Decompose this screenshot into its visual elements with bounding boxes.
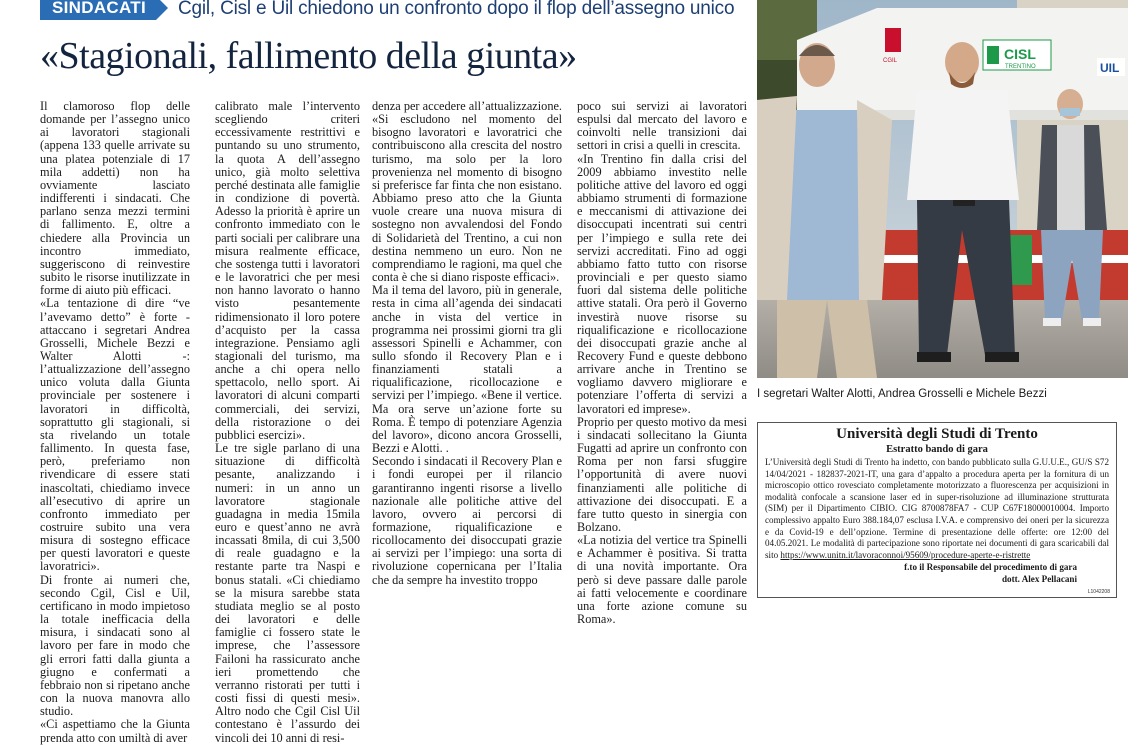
photo-caption: I segretari Walter Alotti, Andrea Grosselli e Michele Bezzi	[757, 388, 1047, 400]
paragraph: Di fronte ai numeri che, secondo Cgil, Cisl e Uil, certificano in modo impietoso la totale inefficacia della misura, i sindacati sono al lavoro per fare in modo che gli errori fatti dalla giunta a giugno e confermati a febbraio non si ripetano anche con la nuova manovra allo studio.	[40, 572, 190, 719]
article-column-2	[215, 100, 360, 745]
paragraph: calibrato male l’intervento scegliendo criteri eccessivamente restrittivi e puntando su uno strumento, la quota A dell’assegno unico, già molto selettiva perché destinata alle famiglie in condizione di povertà. Adesso la priorità è aprire un confronto immediato con le parti sociali per calibrare una misura realmente efficace, che sostenga tutti i lavoratori e le lavoratrici che per mesi non hanno lavorato o hanno visto pesantemente ridimensionato il loro potere d’acquisto per la cassa integrazione. Pensiamo agli stagionali del turismo, ma anche a chi opera nello spettacolo, nello sport. Ai lavoratori di alcuni comparti commerciali, dei servizi, della ristorazione o dei pubblici esercizi».	[215, 99, 360, 442]
article-column-1	[40, 100, 190, 745]
notice-signature-role: f.to il Responsabile del procedimento di gara	[904, 562, 1077, 573]
photo-logo-uil: UIL	[1100, 61, 1120, 75]
paragraph: Proprio per questo motivo da mesi i sindacati sollecitano la Giunta Fugatti ad aprire un confronto con Roma per non farsi sfuggire l’opportunità di avere nuovi finanziamenti alle politiche di attivazione dei disoccupati. E a fare tutto questo in sinergia con Bolzano.	[577, 414, 747, 534]
paragraph: «La notizia del vertice tra Spinelli e Achammer è positiva. Si tratta di una novità importante. Ora però si deve passare dalle parole ai fatti velocemente e coordinare una forte azione comune su Roma».	[577, 533, 747, 627]
notice-body	[765, 457, 1109, 561]
photo-logo-cisl: CISL	[1004, 46, 1036, 62]
paragraph: «Ci aspettiamo che la Giunta prenda atto con umiltà di aver	[40, 717, 190, 745]
article-column-4	[577, 100, 747, 626]
paragraph: Ma il tema del lavoro, più in generale, resta in cima all’agenda dei sindacati anche in vista del vertice in programma nei prossimi giorni tra gli assessori Spinelli e Achammer, con sullo sfondo il Recovery Plan e i finanziamenti statali a riqualificazione, ricollocazione e servizi per l’impiego. «Bene il vertice. Ma ora serve un’azione forte su Roma. È tempo di potenziare Agenzia del lavoro», dicono ancora Grosselli, Bezzi e Alotti. .	[372, 283, 562, 456]
photo-logo-cgil: CGIL	[883, 58, 898, 64]
photo-logo-trentino: TRENTINO	[1005, 64, 1036, 70]
paragraph: «In Trentino fin dalla crisi del 2009 abbiamo investito nelle politiche attive del lavoro ed oggi abbiamo strumenti di formazione e meccanismi di attivazione dei disoccupati incentrati sui centri per l’impiego e sulla rete dei servizi accreditati. Fino ad oggi abbiamo fatto tutto con risorse provinciali e per questo siamo fuori dal sistema delle politiche attive statali. Ora però il Governo investirà nuove risorse su riqualificazione e ricollocazione dei disoccupati grazie anche al Recovery Fund e queste debbono arrivare anche in Trentino se vogliamo davvero migliorare e potenziare l’offerta di servizi a lavoratori ed imprese».	[577, 151, 747, 416]
headline: «Stagionali, fallimento della giunta»	[40, 35, 577, 77]
notice-signature-name: dott. Alex Pellacani	[1001, 574, 1077, 585]
notice-code: L1042208	[1087, 589, 1110, 595]
paragraph: poco sui servizi ai lavoratori espulsi dal mercato del lavoro e coinvolti nelle transizioni dai settori in crisi a quelli in crescita.	[577, 99, 747, 153]
news-photo	[757, 0, 1128, 378]
notice-link[interactable]: https://www.unitn.it/lavoraconnoi/95609/procedure-aperte-e-ristrette	[780, 549, 1031, 560]
paragraph: denza per accedere all’attualizzazione. «Si escludono nel momento del bisogno lavoratori e lavoratrici che contribuiscono alla crescita del nostro turismo, ma solo per la loro provenienza nel momento di bisogno si preferisce far finta che non esistano. Abbiamo preso atto che la Giunta vuole creare una nuova misura di sostegno non avvalendosi del Fondo di Solidarietà del Trentino, a cui non destina nemmeno un euro. Non ne comprendiamo le ragioni, ma quel che conta è che si diano risposte efficaci».	[372, 99, 562, 285]
paragraph: Le tre sigle parlano di una situazione di difficoltà pesante, analizzando i numeri: in un anno un lavoratore stagionale guadagna in media 15mila euro e quest’anno ne avrà incassati 8mila, di cui 3,500 di reale guadagno e la restante parte tra Naspi e bonus statali. «Ci chiediamo se la misura sarebbe stata studiata meglio se al posto dei lavoratori e delle famiglie ci fossero state le imprese, che l’assessore Failoni ha rassicurato anche ieri promettendo che verranno ristorati per tutti i costi fissi di questi mesi». Altro nodo che Cgil Cisl Uil contestano è l’assurdo dei vincoli dei 10 anni di resi-	[215, 441, 360, 745]
kicker-subheadline: Cgil, Cisl e Uil chiedono un confronto dopo il flop dell’assegno unico	[178, 0, 735, 19]
paragraph: Secondo i sindacati il Recovery Plan e i fondi europei per il rilancio garantiranno ingenti risorse a livello nazionale alle politiche attive del lavoro, ovvero ai percorsi di formazione, riqualificazione e ricollocamento dei disoccupati grazie ai servizi per l’impiego: una sorta di rivoluzione copernicana per l’Italia che da sempre ha investito troppo	[372, 454, 562, 587]
section-label: SINDACATI	[40, 0, 156, 20]
notice-title: Università degli Studi di Trento	[836, 426, 1038, 442]
paragraph: Il clamoroso flop delle domande per l’assegno unico ai lavoratori stagionali (appena 133 quelle arrivate su una platea potenziale di 17 mila addetti) non ha ovviamente lasciato indifferenti i sindacati. Che parlano senza mezzi termini di fallimento. E, oltre a chiedere alla Provincia un incontro immediato, suggeriscono di reinvestire subito le risorse inutilizzate in forme di aiuto più efficaci.	[40, 99, 190, 298]
notice-subtitle: Estratto bando di gara	[886, 444, 988, 455]
notice-body-text: L’Università degli Studi di Trento ha indetto, con bando pubblicato sulla G.U.U.E., GU/S S72 14/04/2021 - 182837-2021-IT, una gara d’appalto a procedura aperta per la fornitura di un microscopio ottico rovesciato completamente motorizzato a fluorescenza per acquisizioni in modalità confocale a scansione laser ed in super-risoluzione ad illuminazione strutturata (SIM) per il Dipartimento CIBIO. CIG 8700878FA7 - CUP C67F18000010004. Importo complessivo appalto Euro 388.184,07 esclusa I.V.A. e comprensivo dei oneri per la sicurezza e da Covid-19 e dell’opzione. Termine di presentazione delle offerte: ore 12:00 del 04.05.2021. Le modalità di partecipazione sono riportate nei documenti di gara scaricabili dal sito	[765, 457, 1109, 560]
tender-notice-box	[757, 422, 1117, 598]
article-column-3	[372, 100, 562, 587]
photo-illustration	[757, 0, 1128, 378]
paragraph: «La tentazione di dire “ve l’avevamo detto” è forte - attaccano i segretari Andrea Grosselli, Michele Bezzi e Walter Alotti -: l’attualizzazione dell’assegno unico voluta dalla Giunta provinciale per sostenere i lavoratori in difficoltà, soprattutto gli stagionali, si sta rivelando un totale fallimento. In questa fase, però, preferiamo non rivendicare di essere stati inascoltati, chiediamo invece all’esecutivo di aprire un confronto immediato per costruire subito una vera misura di sostegno efficace per questi lavoratori e queste lavoratrici».	[40, 296, 190, 574]
